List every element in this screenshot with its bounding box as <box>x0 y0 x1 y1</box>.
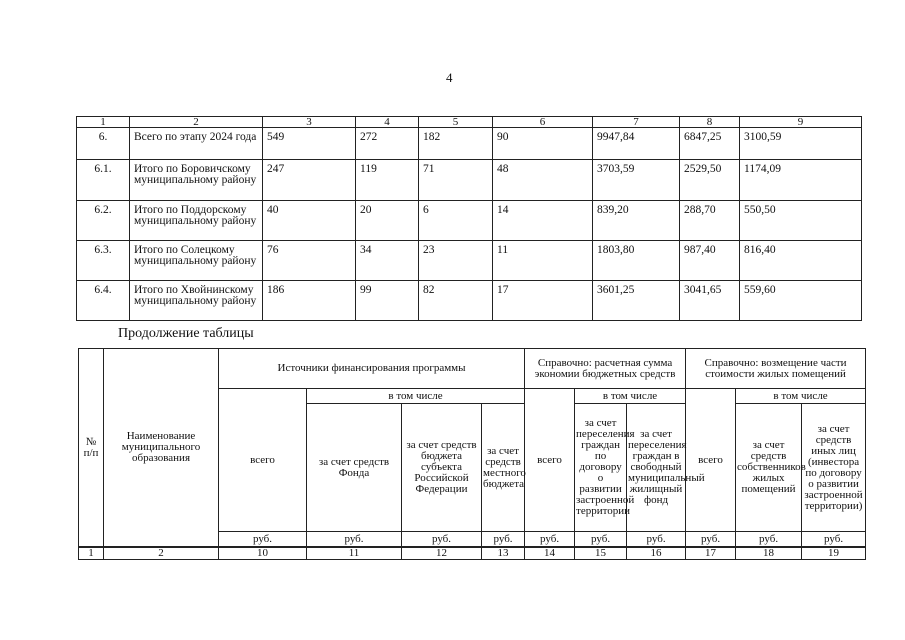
cell-value: 816,40 <box>740 241 862 281</box>
col-number: 1 <box>79 547 104 560</box>
col-number: 16 <box>627 547 686 560</box>
cell-value: 288,70 <box>680 201 740 241</box>
header-row-1 <box>79 349 866 389</box>
col-number: 4 <box>356 117 419 128</box>
cell-value: 119 <box>356 160 419 201</box>
cell-value: 3601,25 <box>593 281 680 321</box>
col-number: 8 <box>680 117 740 128</box>
col-number: 19 <box>802 547 866 560</box>
header-ref1-a: за счет переселения граждан по договору о развитии застроенной территории <box>575 404 627 532</box>
header-ref2-total: всего <box>686 389 736 532</box>
col-number: 15 <box>575 547 627 560</box>
header-local-budget: за счет средств местного бюджета <box>482 404 525 532</box>
cell-value: 3100,59 <box>740 128 862 160</box>
header-ref1-total: всего <box>525 389 575 532</box>
header-ref-compensation: Справочно: возмещение части стоимости жилых помещений <box>686 349 866 389</box>
col-number: 1 <box>77 117 130 128</box>
unit-label: руб. <box>802 532 866 548</box>
unit-label: руб. <box>402 532 482 548</box>
col-number: 12 <box>402 547 482 560</box>
summary-table <box>76 116 862 321</box>
col-number: 11 <box>307 547 402 560</box>
row-name: Всего по этапу 2024 года <box>130 128 263 160</box>
cell-value: 6847,25 <box>680 128 740 160</box>
header-ref1-including: в том числе <box>575 389 686 404</box>
cell-value: 48 <box>493 160 593 201</box>
cell-value: 550,50 <box>740 201 862 241</box>
row-name: Итого по Хвойнинскому муниципальному району <box>130 281 263 321</box>
row-number: 6.4. <box>77 281 130 321</box>
row-number: 6.2. <box>77 201 130 241</box>
cell-value: 272 <box>356 128 419 160</box>
cell-value: 6 <box>419 201 493 241</box>
cell-value: 1803,80 <box>593 241 680 281</box>
col-number: 5 <box>419 117 493 128</box>
unit-label: руб. <box>219 532 307 548</box>
header-ref1-b: за счет переселения граждан в свободный муниципальный жилищный фонд <box>627 404 686 532</box>
row-name: Итого по Боровичскому муниципальному району <box>130 160 263 201</box>
cell-value: 71 <box>419 160 493 201</box>
financing-header-table <box>78 348 866 560</box>
table-row <box>77 241 862 281</box>
cell-value: 82 <box>419 281 493 321</box>
unit-label: руб. <box>686 532 736 548</box>
col-number: 2 <box>130 117 263 128</box>
cell-value: 90 <box>493 128 593 160</box>
table-row <box>77 128 862 160</box>
cell-value: 839,20 <box>593 201 680 241</box>
table-row <box>77 281 862 321</box>
col-number: 3 <box>263 117 356 128</box>
cell-value: 559,60 <box>740 281 862 321</box>
row-name: Итого по Поддорскому муниципальному району <box>130 201 263 241</box>
header-ref-savings: Справочно: расчетная сумма экономии бюджетных средств <box>525 349 686 389</box>
unit-label: руб. <box>525 532 575 548</box>
col-number: 17 <box>686 547 736 560</box>
header-sources: Источники финансирования программы <box>219 349 525 389</box>
header-subject-budget: за счет средств бюджета субъекта Российской Федерации <box>402 404 482 532</box>
header-including: в том числе <box>307 389 525 404</box>
unit-label: руб. <box>482 532 525 548</box>
cell-value: 987,40 <box>680 241 740 281</box>
unit-label: руб. <box>736 532 802 548</box>
header-name: Наименование муниципального образования <box>104 349 219 548</box>
cell-value: 14 <box>493 201 593 241</box>
col-number: 2 <box>104 547 219 560</box>
column-number-row <box>77 117 862 128</box>
row-number: 6. <box>77 128 130 160</box>
cell-value: 247 <box>263 160 356 201</box>
col-number: 14 <box>525 547 575 560</box>
cell-value: 20 <box>356 201 419 241</box>
column-number-row <box>79 547 866 560</box>
unit-label: руб. <box>627 532 686 548</box>
table-row <box>77 201 862 241</box>
col-number: 6 <box>493 117 593 128</box>
col-number: 10 <box>219 547 307 560</box>
page-number: 4 <box>446 70 453 85</box>
col-number: 9 <box>740 117 862 128</box>
cell-value: 23 <box>419 241 493 281</box>
cell-value: 3703,59 <box>593 160 680 201</box>
header-ref2-b: за счет средств иных лиц (инвестора по договору о развитии застроенной территории) <box>802 404 866 532</box>
col-number: 7 <box>593 117 680 128</box>
col-number: 18 <box>736 547 802 560</box>
col-number: 13 <box>482 547 525 560</box>
cell-value: 3041,65 <box>680 281 740 321</box>
table-continuation-caption: Продолжение таблицы <box>118 326 254 341</box>
cell-value: 186 <box>263 281 356 321</box>
cell-value: 2529,50 <box>680 160 740 201</box>
cell-value: 1174,09 <box>740 160 862 201</box>
row-name: Итого по Солецкому муниципальному району <box>130 241 263 281</box>
cell-value: 11 <box>493 241 593 281</box>
cell-value: 99 <box>356 281 419 321</box>
header-ref2-a: за счет средств собственников жилых помещений <box>736 404 802 532</box>
cell-value: 549 <box>263 128 356 160</box>
cell-value: 17 <box>493 281 593 321</box>
header-fund: за счет средств Фонда <box>307 404 402 532</box>
header-ref2-including: в том числе <box>736 389 866 404</box>
table-row <box>77 160 862 201</box>
cell-value: 9947,84 <box>593 128 680 160</box>
cell-value: 34 <box>356 241 419 281</box>
row-number: 6.3. <box>77 241 130 281</box>
cell-value: 40 <box>263 201 356 241</box>
cell-value: 182 <box>419 128 493 160</box>
unit-label: руб. <box>575 532 627 548</box>
row-number: 6.1. <box>77 160 130 201</box>
header-total: всего <box>219 389 307 532</box>
unit-label: руб. <box>307 532 402 548</box>
cell-value: 76 <box>263 241 356 281</box>
header-row-number: № п/п <box>79 349 104 548</box>
